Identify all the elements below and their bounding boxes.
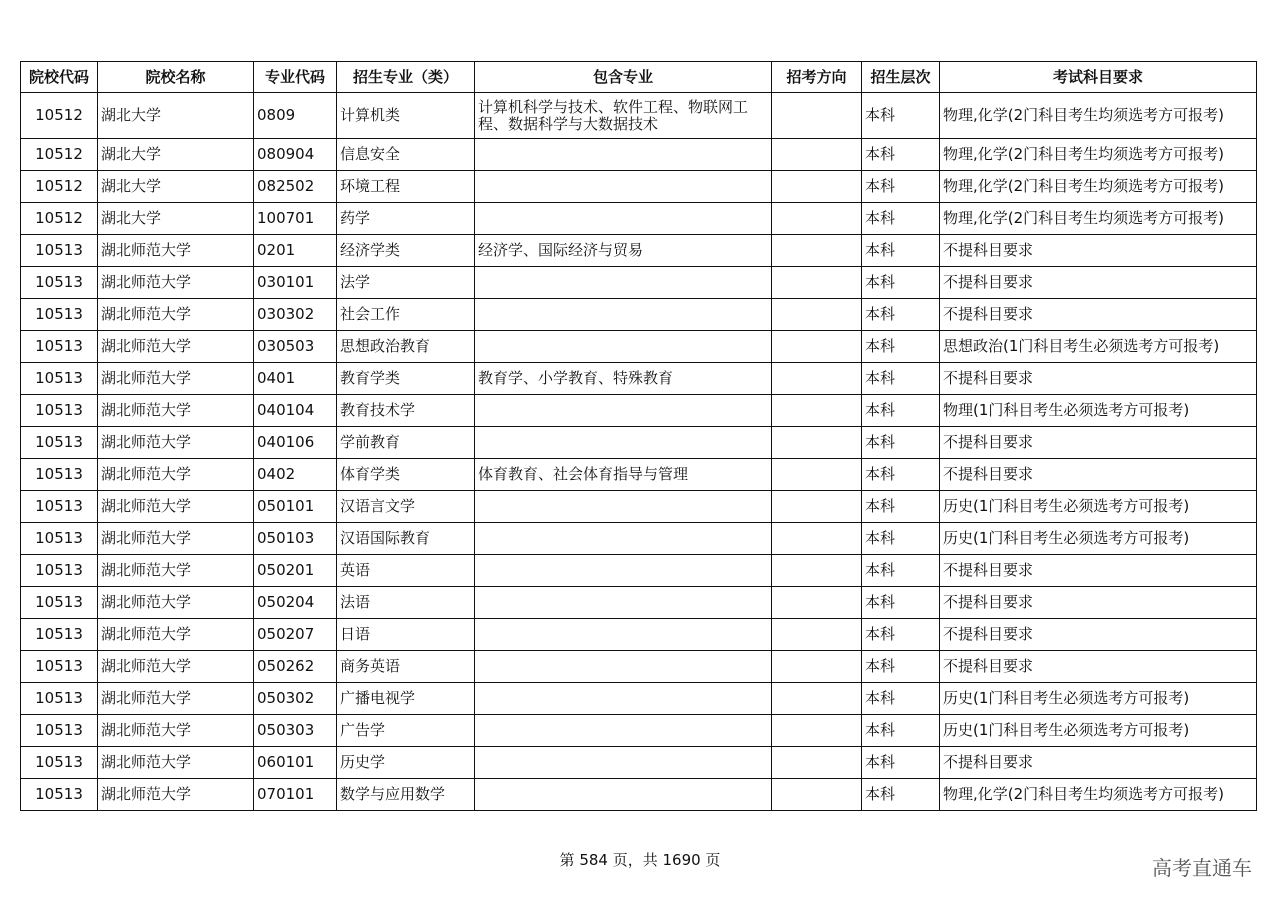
school-code-cell: 10513 — [21, 587, 98, 619]
direction-cell — [772, 139, 862, 171]
school-code-cell: 10513 — [21, 459, 98, 491]
subject-requirement-cell: 不提科目要求 — [940, 299, 1257, 331]
school-code-cell: 10513 — [21, 427, 98, 459]
school-name-cell: 湖北大学 — [98, 93, 254, 139]
major-code-cell: 0402 — [254, 459, 337, 491]
table-row — [21, 779, 1257, 811]
major-code-cell: 040104 — [254, 395, 337, 427]
school-code-cell: 10513 — [21, 331, 98, 363]
major-cell: 广告学 — [337, 715, 475, 747]
school-code-cell: 10513 — [21, 523, 98, 555]
table-row — [21, 331, 1257, 363]
major-cell: 信息安全 — [337, 139, 475, 171]
included-majors-cell — [475, 331, 772, 363]
subject-requirement-cell: 物理,化学(2门科目考生均须选考方可报考) — [940, 203, 1257, 235]
major-code-cell: 030302 — [254, 299, 337, 331]
subject-requirement-cell: 历史(1门科目考生必须选考方可报考) — [940, 683, 1257, 715]
level-cell: 本科 — [862, 491, 940, 523]
included-majors-cell — [475, 651, 772, 683]
subject-requirement-cell: 历史(1门科目考生必须选考方可报考) — [940, 715, 1257, 747]
level-cell: 本科 — [862, 93, 940, 139]
direction-cell — [772, 555, 862, 587]
direction-cell — [772, 427, 862, 459]
major-code-cell: 070101 — [254, 779, 337, 811]
school-name-cell: 湖北师范大学 — [98, 427, 254, 459]
table-row — [21, 235, 1257, 267]
school-code-cell: 10513 — [21, 299, 98, 331]
watermark-logo-text: 高考直通车 — [1152, 856, 1252, 880]
level-cell: 本科 — [862, 203, 940, 235]
school-code-cell: 10513 — [21, 235, 98, 267]
table-row — [21, 203, 1257, 235]
level-cell: 本科 — [862, 171, 940, 203]
school-code-cell: 10513 — [21, 683, 98, 715]
included-majors-cell — [475, 139, 772, 171]
school-name-cell: 湖北师范大学 — [98, 363, 254, 395]
subject-requirement-cell: 物理,化学(2门科目考生均须选考方可报考) — [940, 139, 1257, 171]
table-row — [21, 555, 1257, 587]
direction-cell — [772, 331, 862, 363]
school-code-cell: 10512 — [21, 139, 98, 171]
major-code-cell: 050207 — [254, 619, 337, 651]
major-cell: 经济学类 — [337, 235, 475, 267]
table-row — [21, 619, 1257, 651]
major-code-cell: 050302 — [254, 683, 337, 715]
school-name-cell: 湖北师范大学 — [98, 683, 254, 715]
major-cell: 历史学 — [337, 747, 475, 779]
school-code-cell: 10513 — [21, 395, 98, 427]
included-majors-cell — [475, 203, 772, 235]
school-name-cell: 湖北师范大学 — [98, 395, 254, 427]
major-code-cell: 0401 — [254, 363, 337, 395]
level-cell: 本科 — [862, 459, 940, 491]
subject-requirement-cell: 不提科目要求 — [940, 747, 1257, 779]
subject-requirement-cell: 不提科目要求 — [940, 427, 1257, 459]
school-code-cell: 10513 — [21, 619, 98, 651]
school-name-cell: 湖北师范大学 — [98, 267, 254, 299]
level-cell: 本科 — [862, 779, 940, 811]
major-cell: 法语 — [337, 587, 475, 619]
direction-cell — [772, 363, 862, 395]
major-cell: 学前教育 — [337, 427, 475, 459]
direction-cell — [772, 683, 862, 715]
school-name-cell: 湖北大学 — [98, 139, 254, 171]
table-row — [21, 299, 1257, 331]
subject-requirement-cell: 不提科目要求 — [940, 363, 1257, 395]
school-name-cell: 湖北师范大学 — [98, 779, 254, 811]
major-code-cell: 030101 — [254, 267, 337, 299]
school-code-cell: 10513 — [21, 715, 98, 747]
subject-requirement-cell: 物理,化学(2门科目考生均须选考方可报考) — [940, 171, 1257, 203]
major-cell: 数学与应用数学 — [337, 779, 475, 811]
major-code-cell: 050103 — [254, 523, 337, 555]
included-majors-cell — [475, 267, 772, 299]
major-cell: 社会工作 — [337, 299, 475, 331]
table-row — [21, 395, 1257, 427]
major-code-cell: 060101 — [254, 747, 337, 779]
included-majors-cell — [475, 523, 772, 555]
included-majors-cell — [475, 555, 772, 587]
school-code-cell: 10512 — [21, 93, 98, 139]
major-cell: 汉语国际教育 — [337, 523, 475, 555]
school-name-cell: 湖北师范大学 — [98, 747, 254, 779]
included-majors-cell: 体育教育、社会体育指导与管理 — [475, 459, 772, 491]
page-number: 第 584 页，共 1690 页 — [559, 851, 721, 869]
school-name-cell: 湖北师范大学 — [98, 331, 254, 363]
school-name-cell: 湖北师范大学 — [98, 299, 254, 331]
direction-cell — [772, 523, 862, 555]
included-majors-cell: 计算机科学与技术、软件工程、物联网工程、数据科学与大数据技术 — [475, 93, 772, 139]
level-cell: 本科 — [862, 267, 940, 299]
direction-cell — [772, 235, 862, 267]
major-code-cell: 030503 — [254, 331, 337, 363]
admissions-table — [20, 61, 1257, 811]
col-header-major: 招生专业（类） — [337, 62, 475, 93]
level-cell: 本科 — [862, 235, 940, 267]
table-body — [21, 93, 1257, 811]
major-cell: 日语 — [337, 619, 475, 651]
level-cell: 本科 — [862, 523, 940, 555]
table-row — [21, 171, 1257, 203]
subject-requirement-cell: 物理,化学(2门科目考生均须选考方可报考) — [940, 779, 1257, 811]
col-header-direction: 招考方向 — [772, 62, 862, 93]
level-cell: 本科 — [862, 651, 940, 683]
direction-cell — [772, 299, 862, 331]
col-header-included-majors: 包含专业 — [475, 62, 772, 93]
school-name-cell: 湖北师范大学 — [98, 235, 254, 267]
direction-cell — [772, 267, 862, 299]
table-row — [21, 747, 1257, 779]
col-header-level: 招生层次 — [862, 62, 940, 93]
major-code-cell: 0809 — [254, 93, 337, 139]
level-cell: 本科 — [862, 587, 940, 619]
subject-requirement-cell: 不提科目要求 — [940, 587, 1257, 619]
included-majors-cell — [475, 171, 772, 203]
major-cell: 商务英语 — [337, 651, 475, 683]
direction-cell — [772, 715, 862, 747]
school-name-cell: 湖北师范大学 — [98, 587, 254, 619]
included-majors-cell — [475, 747, 772, 779]
level-cell: 本科 — [862, 683, 940, 715]
direction-cell — [772, 747, 862, 779]
school-code-cell: 10512 — [21, 171, 98, 203]
school-code-cell: 10512 — [21, 203, 98, 235]
subject-requirement-cell: 物理,化学(2门科目考生均须选考方可报考) — [940, 93, 1257, 139]
included-majors-cell — [475, 299, 772, 331]
major-cell: 广播电视学 — [337, 683, 475, 715]
major-cell: 计算机类 — [337, 93, 475, 139]
school-name-cell: 湖北大学 — [98, 171, 254, 203]
school-name-cell: 湖北师范大学 — [98, 555, 254, 587]
major-cell: 药学 — [337, 203, 475, 235]
table-row — [21, 715, 1257, 747]
level-cell: 本科 — [862, 395, 940, 427]
school-name-cell: 湖北师范大学 — [98, 619, 254, 651]
level-cell: 本科 — [862, 619, 940, 651]
subject-requirement-cell: 不提科目要求 — [940, 555, 1257, 587]
level-cell: 本科 — [862, 363, 940, 395]
major-cell: 环境工程 — [337, 171, 475, 203]
major-code-cell: 080904 — [254, 139, 337, 171]
major-cell: 思想政治教育 — [337, 331, 475, 363]
level-cell: 本科 — [862, 555, 940, 587]
major-code-cell: 050303 — [254, 715, 337, 747]
direction-cell — [772, 491, 862, 523]
school-name-cell: 湖北大学 — [98, 203, 254, 235]
table-row — [21, 363, 1257, 395]
subject-requirement-cell: 不提科目要求 — [940, 459, 1257, 491]
included-majors-cell — [475, 779, 772, 811]
table-row — [21, 139, 1257, 171]
table-row — [21, 587, 1257, 619]
level-cell: 本科 — [862, 715, 940, 747]
school-code-cell: 10513 — [21, 363, 98, 395]
school-name-cell: 湖北师范大学 — [98, 651, 254, 683]
major-code-cell: 050204 — [254, 587, 337, 619]
major-code-cell: 040106 — [254, 427, 337, 459]
subject-requirement-cell: 不提科目要求 — [940, 619, 1257, 651]
included-majors-cell — [475, 715, 772, 747]
subject-requirement-cell: 不提科目要求 — [940, 235, 1257, 267]
level-cell: 本科 — [862, 139, 940, 171]
direction-cell — [772, 619, 862, 651]
major-code-cell: 050101 — [254, 491, 337, 523]
major-code-cell: 082502 — [254, 171, 337, 203]
table-row — [21, 651, 1257, 683]
direction-cell — [772, 459, 862, 491]
major-code-cell: 0201 — [254, 235, 337, 267]
level-cell: 本科 — [862, 331, 940, 363]
school-name-cell: 湖北师范大学 — [98, 491, 254, 523]
subject-requirement-cell: 历史(1门科目考生必须选考方可报考) — [940, 491, 1257, 523]
direction-cell — [772, 171, 862, 203]
col-header-school-name: 院校名称 — [98, 62, 254, 93]
school-code-cell: 10513 — [21, 267, 98, 299]
included-majors-cell: 教育学、小学教育、特殊教育 — [475, 363, 772, 395]
table-row — [21, 459, 1257, 491]
school-code-cell: 10513 — [21, 491, 98, 523]
level-cell: 本科 — [862, 299, 940, 331]
school-code-cell: 10513 — [21, 779, 98, 811]
major-cell: 体育学类 — [337, 459, 475, 491]
included-majors-cell: 经济学、国际经济与贸易 — [475, 235, 772, 267]
major-code-cell: 100701 — [254, 203, 337, 235]
included-majors-cell — [475, 395, 772, 427]
school-name-cell: 湖北师范大学 — [98, 459, 254, 491]
major-code-cell: 050262 — [254, 651, 337, 683]
major-cell: 教育技术学 — [337, 395, 475, 427]
subject-requirement-cell: 历史(1门科目考生必须选考方可报考) — [940, 523, 1257, 555]
subject-requirement-cell: 思想政治(1门科目考生必须选考方可报考) — [940, 331, 1257, 363]
major-cell: 汉语言文学 — [337, 491, 475, 523]
table-row — [21, 523, 1257, 555]
col-header-school-code: 院校代码 — [21, 62, 98, 93]
direction-cell — [772, 651, 862, 683]
table-row — [21, 427, 1257, 459]
subject-requirement-cell: 物理(1门科目考生必须选考方可报考) — [940, 395, 1257, 427]
header-row — [21, 62, 1257, 93]
school-name-cell: 湖北师范大学 — [98, 523, 254, 555]
table-row — [21, 683, 1257, 715]
major-cell: 法学 — [337, 267, 475, 299]
direction-cell — [772, 93, 862, 139]
table-row — [21, 491, 1257, 523]
school-code-cell: 10513 — [21, 651, 98, 683]
direction-cell — [772, 779, 862, 811]
major-cell: 英语 — [337, 555, 475, 587]
school-code-cell: 10513 — [21, 555, 98, 587]
direction-cell — [772, 203, 862, 235]
included-majors-cell — [475, 491, 772, 523]
table-row — [21, 267, 1257, 299]
direction-cell — [772, 587, 862, 619]
included-majors-cell — [475, 619, 772, 651]
school-code-cell: 10513 — [21, 747, 98, 779]
major-code-cell: 050201 — [254, 555, 337, 587]
included-majors-cell — [475, 427, 772, 459]
col-header-subject-requirement: 考试科目要求 — [940, 62, 1257, 93]
included-majors-cell — [475, 683, 772, 715]
subject-requirement-cell: 不提科目要求 — [940, 267, 1257, 299]
col-header-major-code: 专业代码 — [254, 62, 337, 93]
major-cell: 教育学类 — [337, 363, 475, 395]
included-majors-cell — [475, 587, 772, 619]
school-name-cell: 湖北师范大学 — [98, 715, 254, 747]
level-cell: 本科 — [862, 747, 940, 779]
subject-requirement-cell: 不提科目要求 — [940, 651, 1257, 683]
level-cell: 本科 — [862, 427, 940, 459]
direction-cell — [772, 395, 862, 427]
table-row — [21, 93, 1257, 139]
